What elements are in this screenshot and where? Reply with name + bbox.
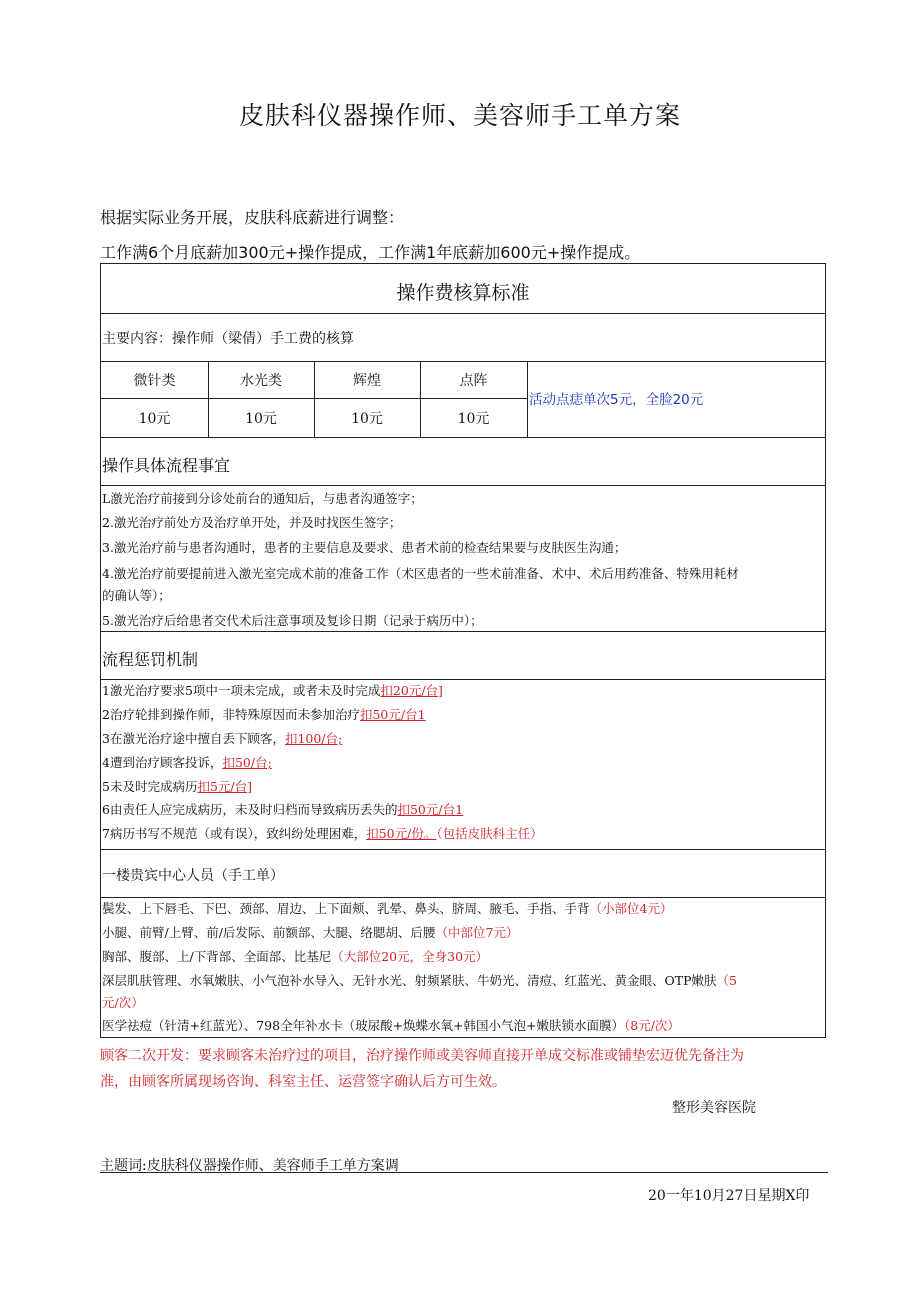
vip-item: 深层肌肤管理、水氧嫩肤、小气泡补水导入、无针水光、射频紧肤、牛奶光、清痘、红蓝光、黄金眼、OTP嫩肤（5 [102,973,737,988]
second-dev-line-2: 准，由顾客所属现场咨询、科室主任、运营签字确认后方可生效。 [100,1074,506,1090]
vip-price: （8元/次） [624,1018,680,1033]
fine-amount: 扣20元/台] [380,683,443,698]
column-hydra: 水光类 [240,373,282,389]
vip-price: （中部位7元） [435,925,519,940]
penalty-item: 4遭到治疗顾客投诉，扣50/台; [102,755,272,770]
vip-item: 鬓发、上下唇毛、下巴、颈部、眉边、上下面颊、乳晕、鼻头、脐周、腋毛、手指、手背（小部位4元） [102,901,673,916]
process-item: 5.激光治疗后给患者交代术后注意事项及复诊日期（记录于病历中）； [102,613,483,628]
penalty-item: 3在激光治疗途中擅自丢下顾客，扣100/台; [102,731,343,746]
intro-line-1: 根据实际业务开展，皮肤科底薪进行调整： [100,208,405,227]
penalty-item: 7病历书写不规范（或有误），致纠纷处理困难，扣50元/份。（包括皮肤科主任） [102,826,543,841]
fine-amount: 扣100/台; [284,731,343,746]
hospital-name: 整形美容医院 [672,1100,756,1116]
fee-document-table [100,263,826,1038]
vip-header: 一楼贵宾中心人员（手工单） [102,868,284,884]
footer-divider [100,1172,828,1173]
penalty-item: 2治疗轮排到操作师，非特殊原因而未参加治疗扣50元/台1 [102,707,426,722]
penalty-item: 6由责任人应完成病历，未及时归档而导致病历丢失的扣50元/台1 [102,802,464,817]
fine-amount: 扣50/台; [222,755,272,770]
process-list [101,485,825,632]
main-content-text: 主要内容：操作师（梁倩）手工费的核算 [102,331,354,347]
vip-item: 胸部、腹部、上/下背部、全面部、比基尼（大部位20元，全身30元） [102,949,489,964]
process-item: 2.激光治疗前处方及治疗单开处，并及时找医生签字； [102,515,402,530]
vip-price: （大部位20元，全身30元） [331,949,489,964]
process-item: 4.激光治疗前要提前进入激光室完成术前的准备工作（术区患者的一些术前准备、术中、术后用药准备、特殊用耗材 [102,566,739,581]
subject-words: 主题词:皮肤科仪器操作师、美容师手工单方案调 [100,1158,399,1174]
vip-item: 医学祛痘（针清+红蓝光）、798全年补水卡（玻尿酸+焕蝶水氧+韩国小气泡+嫩肤锁水面膜）（8元/次） [102,1018,680,1033]
vip-item [102,994,144,1012]
column-microneedle: 微针类 [133,373,176,389]
process-header: 操作具体流程事宜 [102,456,231,475]
vip-list [101,897,825,1038]
main-content-row [101,313,825,362]
fee-table-header-row [101,264,825,314]
process-header-row [101,437,825,486]
penalty-item: 5未及时完成病历扣5元/台] [102,779,253,794]
fee-grid [101,361,825,438]
vip-price: （小部位4元） [589,901,673,916]
process-item: L激光治疗前接到分诊处前台的通知后，与患者沟通签字； [102,491,423,506]
fine-amount: 扣50元/份。 [366,826,437,841]
fine-amount: 扣50元/台1 [359,707,426,722]
second-dev-line-1: 顾客二次开发：要求顾客未治疗过的项目，治疗操作师或美容师直接开单成交标准或铺垫宏迈优先备注为 [100,1048,744,1064]
column-fractional: 点阵 [459,373,488,389]
vip-price: 元/次） [102,995,144,1010]
print-date: 20一年10月27日星期X印 [648,1188,810,1204]
vip-header-row [101,849,825,898]
process-item: 3.激光治疗前与患者沟通时，患者的主要信息及要求、患者术前的检查结果要与皮肤医生沟通； [102,540,627,555]
value-brilliance: 10元 [351,411,383,427]
penalty-header: 流程惩罚机制 [102,650,199,669]
value-fractional: 10元 [457,411,490,427]
vip-item: 小腿、前臂/上臂、前/后发际、前额部、大腿、络腮胡、后腰（中部位7元） [102,925,519,940]
fine-amount: 扣5元/台] [197,779,253,794]
value-hydra: 10元 [245,411,277,427]
intro-line-2: 工作满6个月底薪加300元+操作提成，工作满1年底薪加600元+操作提成。 [100,243,641,262]
activity-note: 活动点痣单次5元，全脸20元 [529,392,704,408]
penalty-list [101,679,825,850]
vip-price: （5 [716,973,737,988]
fee-table-header: 操作费核算标准 [396,282,530,304]
process-item: 的确认等）； [102,588,171,603]
page-title: 皮肤科仪器操作师、美容师手工单方案 [238,101,681,130]
column-brilliance: 辉煌 [353,373,381,389]
penalty-item: 1激光治疗要求5项中一项未完成，或者未及时完成扣20元/台] [102,683,443,698]
fine-amount: 扣50元/台1 [397,802,464,817]
value-microneedle: 10元 [138,411,171,427]
penalty-header-row [101,631,825,680]
